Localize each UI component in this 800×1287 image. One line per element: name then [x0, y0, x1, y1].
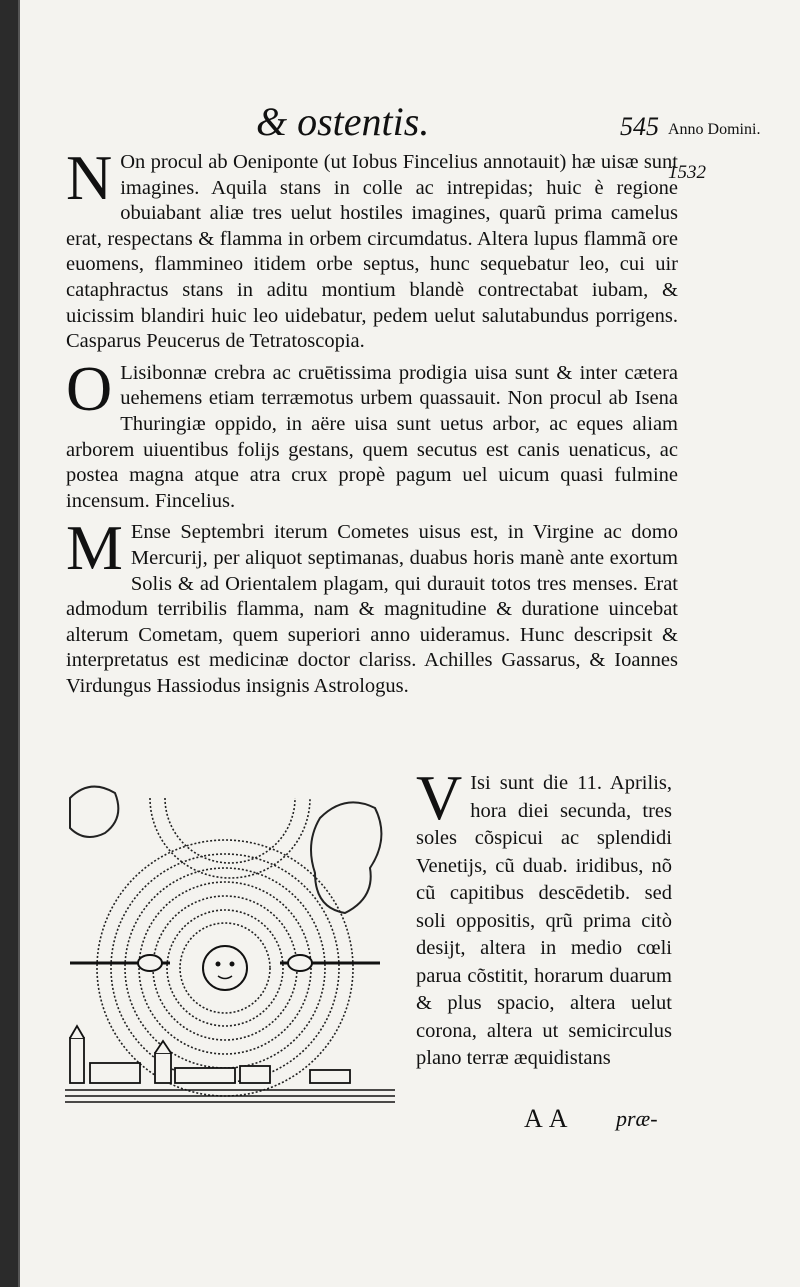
- book-page: [18, 0, 800, 1287]
- margin-note: Anno Domini.: [668, 121, 761, 138]
- paragraph-text: Ense Septembri iterum Cometes uisus est, in Virgine ac domo Mercurij, per aliquot septimanas, duabus horis manè ante exortum Solis & ad Orientalem plagam, qui durauit totos tres menses. Erat admodum terribilis flamma, nam & magnitudine & duratione uincebat alterum Cometam, quem superiori anno uideramus. Hunc descripsit & interpretatus est medicinæ doctor clariss. Achilles Gassarus, & Ioannes Virdungus Hassiodus insignis Astrologus.: [66, 521, 678, 697]
- main-text: [66, 142, 678, 699]
- paragraph-1: [66, 142, 678, 355]
- signature-mark: AA: [524, 1104, 574, 1133]
- drop-cap: V: [416, 762, 463, 833]
- right-column-text: [416, 762, 672, 1073]
- drop-cap: O: [66, 352, 113, 424]
- paragraph-text: Lisibonnæ crebra ac cruētissima prodigia uisa sunt & inter cætera uehemens etiam terræmotus urbem quassauit. Non procul ab Isena Thuringiæ oppido, in aëre uisa sunt uetus arbor, ac eques aliam arborem uiuentibus folijs gestans, quem secutus est canis uenaticus, ac postea magna atque atra crux propè pagum uel uicum quasi fulmine incensum. Fincelius.: [66, 361, 678, 512]
- paragraph-3: [66, 512, 678, 699]
- page-number: 545: [620, 112, 659, 141]
- woodcut-illustration: [50, 778, 400, 1118]
- drop-cap: N: [66, 142, 113, 213]
- paragraph-text: Isi sunt die 11. Aprilis, hora diei secunda, tres soles cõspicui ac splendidi Venetijs, cũ duab. iridibus, nõ cũ capitibus descēdetib. sed soli oppositis, qrũ prima citò desijt, altera in medio cœli parua cõstitit, horarum duarum & plus spacio, altera uelut corona, altera ut semicirculus plano terræ æquidistans: [416, 772, 672, 1069]
- paragraph-text: On procul ab Oeniponte (ut Iobus Fincelius annotauit) hæ uisæ sunt imagines. Aquila stans in colle ac intrepidas; huic è regione obuiabant aliæ tres uelut hostiles imagines, quarũ prima camelus erat, respectans & flamma in orbem circumdatus. Altera lupus flammã ore euomens, flammineo itidem orbe septus, hunc sequebatur leo, cui uir cataphractus stans in aditu montium blandè contrectabat iubam, & uicissim blandiri huic leo uidebatur, pedem uelut salutabundus porrigens. Casparus Peucerus de Tetratoscopia.: [66, 151, 678, 353]
- margin-year: 1532: [668, 162, 706, 183]
- drop-cap: M: [66, 512, 123, 584]
- page-title: & ostentis.: [256, 99, 430, 144]
- paragraph-2: [66, 352, 678, 515]
- catchword: præ-: [616, 1106, 658, 1131]
